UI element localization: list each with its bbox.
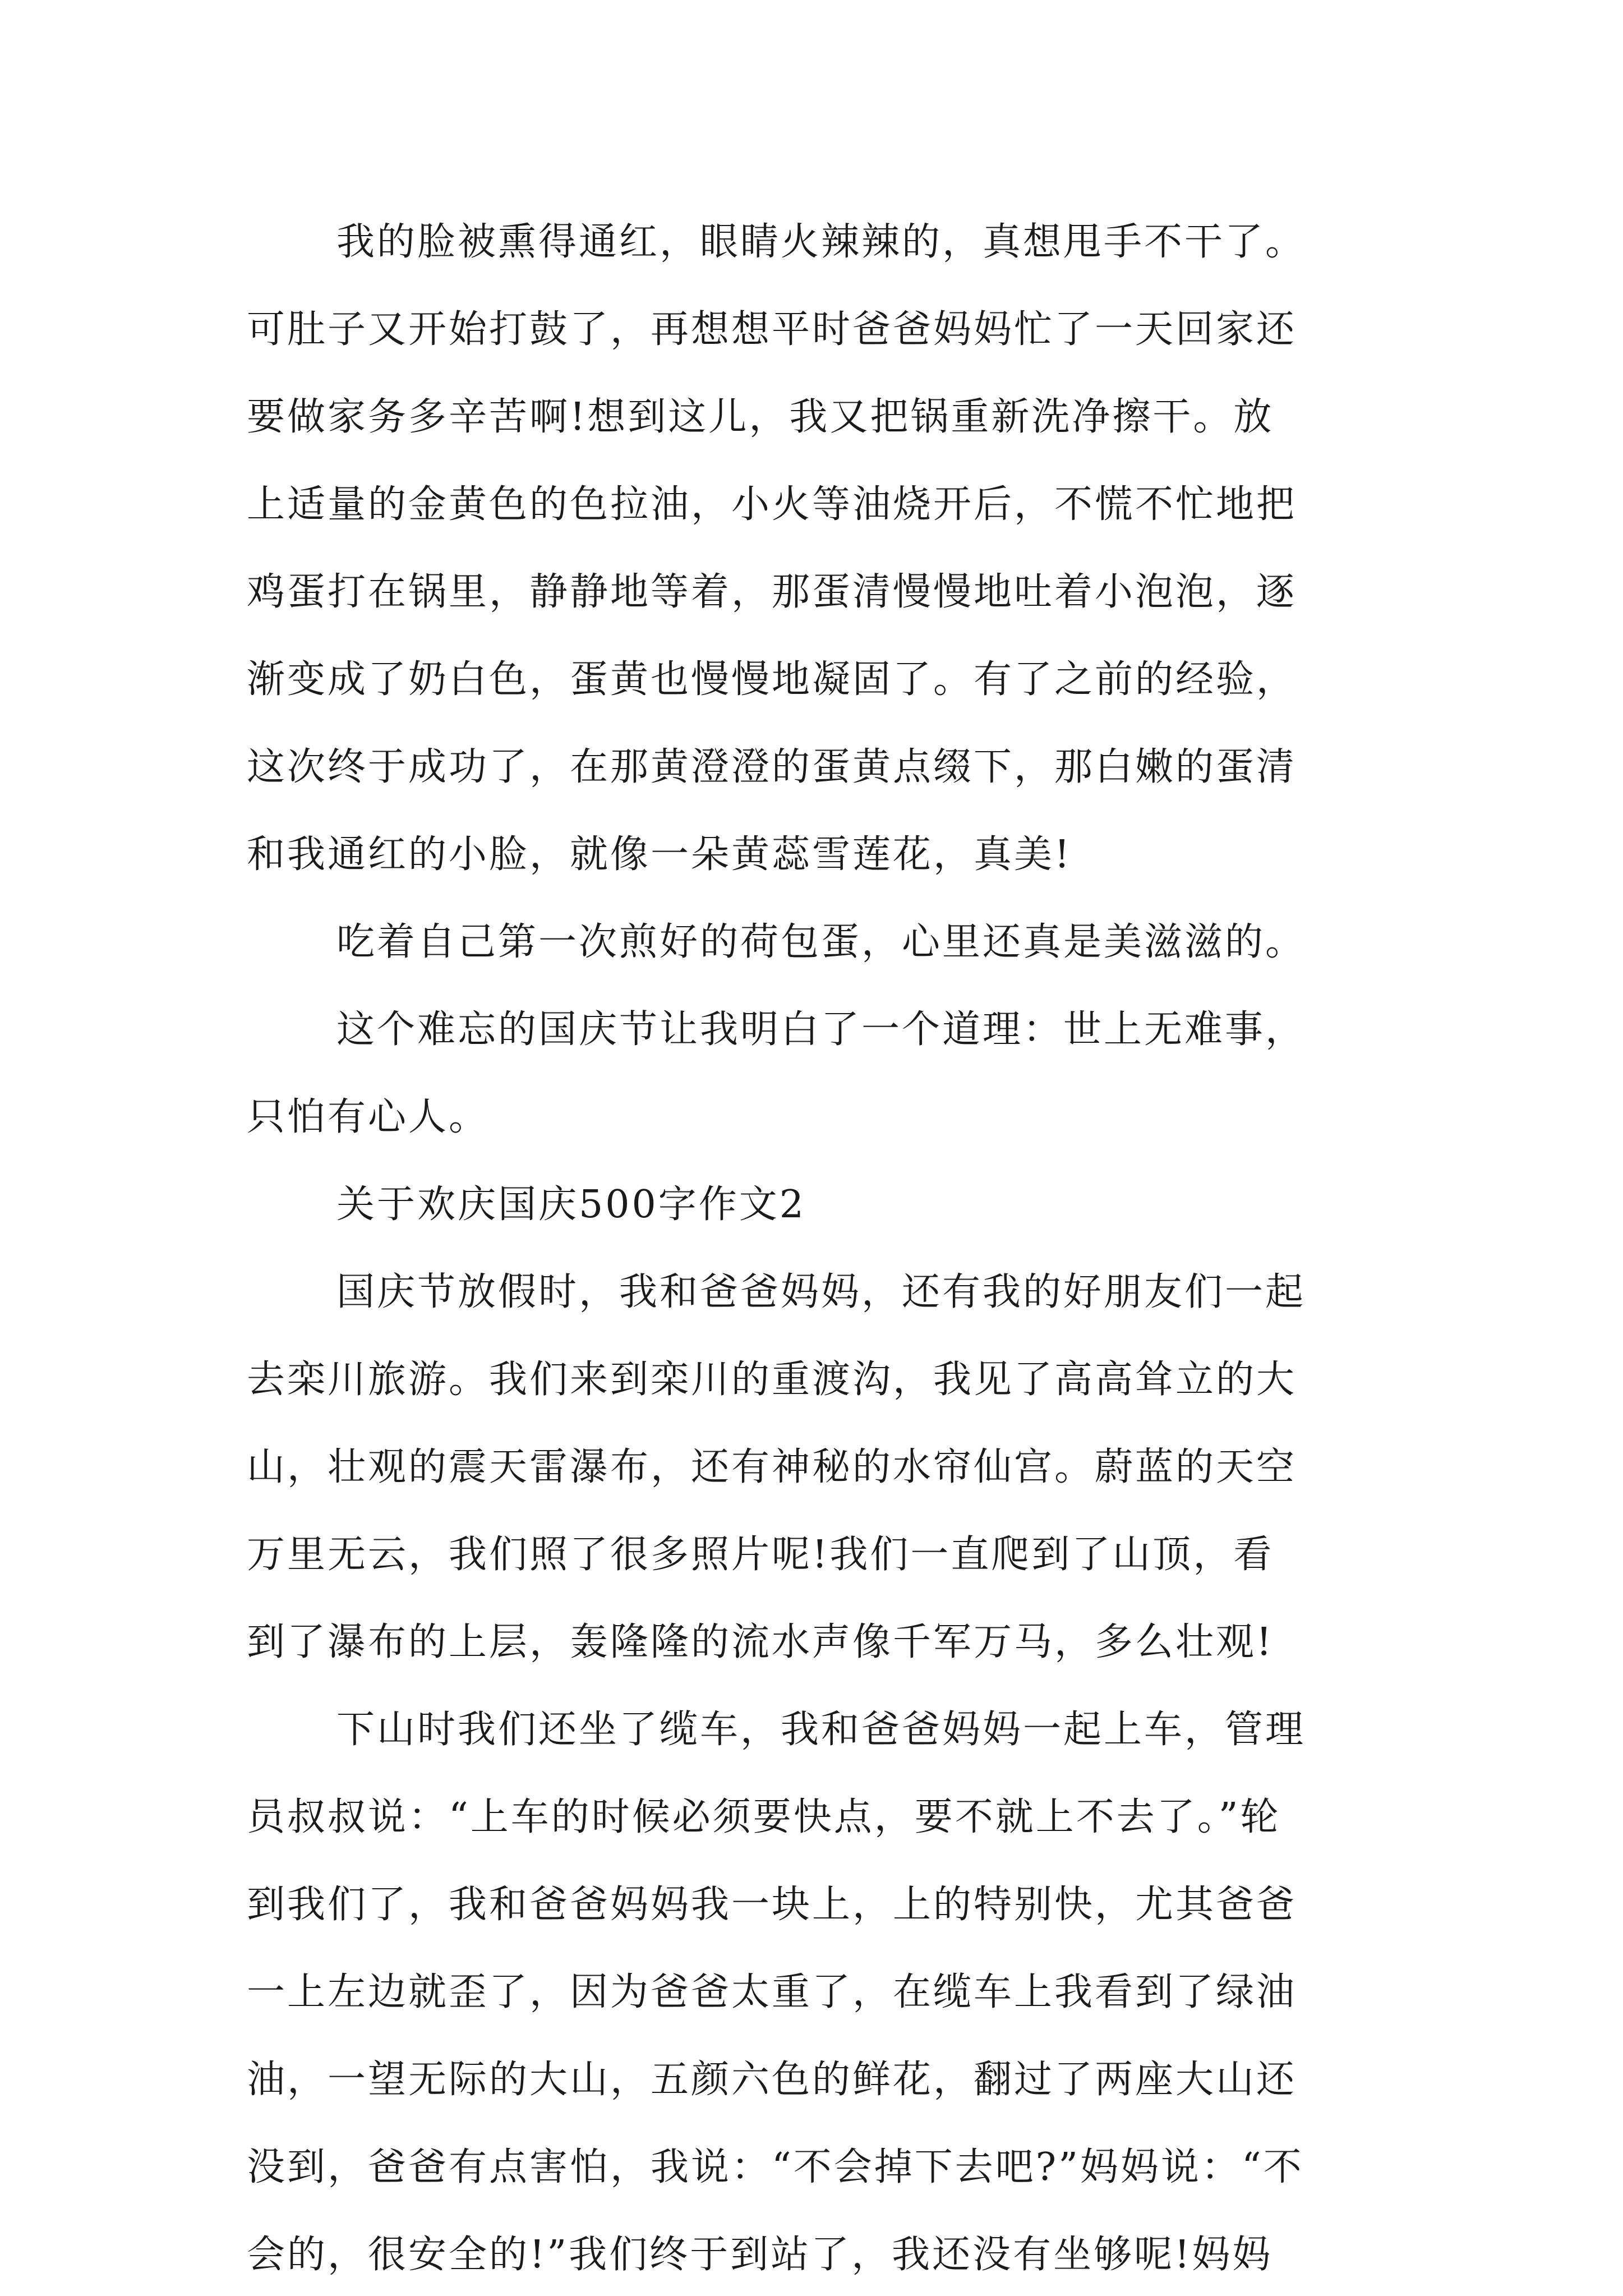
- text-line: 只怕有心人。: [247, 1095, 490, 1139]
- text-line: 吃着自己第一次煎好的荷包蛋，心里还真是美滋滋的。: [336, 920, 1306, 964]
- text-line: 油，一望无际的大山，五颜六色的鲜花，翻过了两座大山还: [247, 2058, 1297, 2102]
- text-line: 会的，很安全的!”我们终于到站了，我还没有坐够呢!妈妈: [247, 2233, 1273, 2277]
- text-line: 这个难忘的国庆节让我明白了一个道理：世上无难事，: [336, 1007, 1306, 1052]
- text-line: 万里无云，我们照了很多照片呢!我们一直爬到了山顶，看: [247, 1533, 1274, 1577]
- text-line: 下山时我们还坐了缆车，我和爸爸妈妈一起上车，管理: [336, 1708, 1306, 1752]
- text-line: 到我们了，我和爸爸妈妈我一块上，上的特别快，尤其爸爸: [247, 1883, 1297, 1927]
- text-line: 鸡蛋打在锅里，静静地等着，那蛋清慢慢地吐着小泡泡，逐: [247, 570, 1297, 614]
- text-line: 没到，爸爸有点害怕，我说：“不会掉下去吧?”妈妈说：“不: [247, 2145, 1304, 2189]
- text-line: 和我通红的小脸，就像一朵黄蕊雪莲花，真美!: [247, 832, 1072, 877]
- text-line: 我的脸被熏得通红，眼睛火辣辣的，真想甩手不干了。: [336, 220, 1306, 264]
- text-line: 渐变成了奶白色，蛋黄也慢慢地凝固了。有了之前的经验，: [247, 657, 1297, 702]
- text-line: 山，壮观的震天雷瀑布，还有神秘的水帘仙宫。蔚蓝的天空: [247, 1445, 1297, 1489]
- text-line: 到了瀑布的上层，轰隆隆的流水声像千军万马，多么壮观!: [247, 1620, 1274, 1664]
- text-line: 国庆节放假时，我和爸爸妈妈，还有我的好朋友们一起: [336, 1270, 1306, 1314]
- section-heading: 关于欢庆国庆500字作文2: [336, 1182, 806, 1227]
- text-line: 可肚子又开始打鼓了，再想想平时爸爸妈妈忙了一天回家还: [247, 307, 1297, 352]
- text-line: 一上左边就歪了，因为爸爸太重了，在缆车上我看到了绿油: [247, 1970, 1297, 2014]
- text-line: 去栾川旅游。我们来到栾川的重渡沟，我见了高高耸立的大: [247, 1358, 1297, 1402]
- text-line: 上适量的金黄色的色拉油，小火等油烧开后，不慌不忙地把: [247, 482, 1297, 527]
- text-line: 这次终于成功了，在那黄澄澄的蛋黄点缀下，那白嫩的蛋清: [247, 745, 1297, 789]
- text-line: 要做家务多辛苦啊!想到这儿，我又把锅重新洗净擦干。放: [247, 395, 1274, 439]
- text-line: 员叔叔说：“上车的时候必须要快点，要不就上不去了。”轮: [247, 1795, 1281, 1839]
